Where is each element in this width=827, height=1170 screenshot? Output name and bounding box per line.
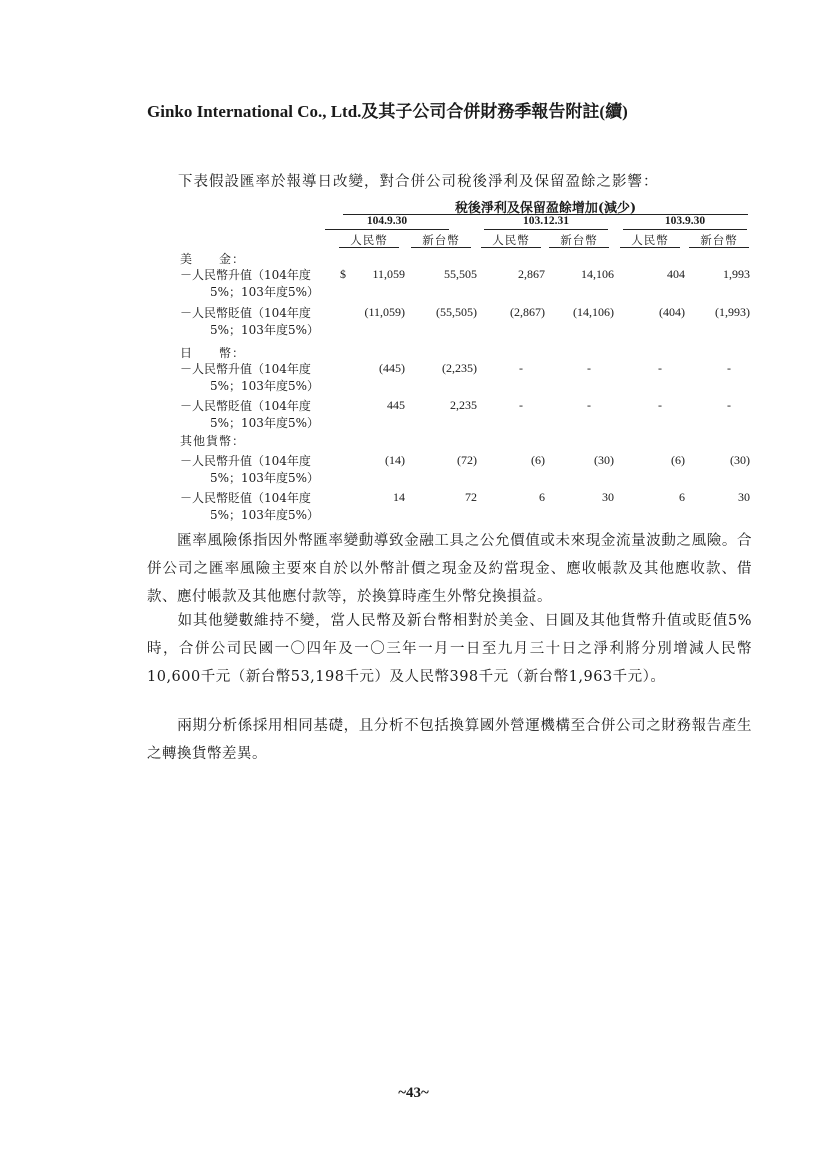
currency-header: 新台幣	[560, 233, 598, 247]
table-cell: 445	[387, 398, 405, 412]
page-header: Ginko International Co., Ltd.及其子公司合併財務季報告附註(續)	[147, 102, 628, 121]
currency-rule	[549, 247, 609, 248]
table-cell: -	[587, 398, 591, 412]
row-label: －人民幣貶值（104年度	[180, 491, 311, 505]
table-cell: 1,993	[723, 267, 750, 281]
table-cell: 11,059	[372, 267, 405, 281]
period-rule	[325, 229, 449, 230]
table-cell: -	[519, 361, 523, 375]
table-cell: (14,106)	[573, 305, 614, 319]
table-cell: 55,505	[444, 267, 477, 281]
dollar-sign: $	[340, 267, 346, 281]
row-label: －人民幣升值（104年度	[180, 454, 311, 468]
period-header: 103.12.31	[523, 215, 569, 227]
table-cell: 14,106	[581, 267, 614, 281]
table-cell: 30	[602, 490, 614, 504]
table-cell: -	[727, 361, 731, 375]
page-number: ~43~	[398, 1085, 429, 1101]
table-cell: (2,867)	[510, 305, 545, 319]
row-label: －人民幣升值（104年度	[180, 268, 311, 282]
table-cell: (6)	[531, 453, 545, 467]
currency-header: 人民幣	[492, 233, 530, 247]
table-cell: (30)	[594, 453, 614, 467]
paragraph-sensitivity: 如其他變數維持不變，當人民幣及新台幣相對於美金、日圓及其他貨幣升值或貶值5%時，合併公司民國一〇四年及一〇三年一月一日至九月三十日之淨利將分別增減人民幣10,600千元（新台幣53,198千元）及人民幣398千元（新台幣1,963千元）。	[147, 613, 752, 685]
table-cell: (6)	[671, 453, 685, 467]
table-cell: (14)	[385, 453, 405, 467]
category-label: 其他貨幣：	[180, 434, 246, 448]
category-label: 日 幣：	[180, 346, 246, 360]
period-header: 103.9.30	[664, 215, 706, 227]
currency-rule	[620, 247, 680, 248]
table-cell: (445)	[379, 361, 405, 375]
row-label: －人民幣貶值（104年度	[180, 306, 311, 320]
row-label-cont: 5%；103年度5%）	[210, 471, 319, 485]
table-cell: (404)	[659, 305, 685, 319]
row-label-cont: 5%；103年度5%）	[210, 508, 319, 522]
table-cell: -	[587, 361, 591, 375]
table-cell: (2,235)	[442, 361, 477, 375]
table-cell: 404	[667, 267, 685, 281]
category-label: 美 金：	[180, 252, 246, 266]
currency-header: 人民幣	[631, 233, 669, 247]
table-cell: -	[658, 398, 662, 412]
table-cell: -	[658, 361, 662, 375]
table-cell: 2,235	[450, 398, 477, 412]
fx-sensitivity-table	[0, 0, 827, 540]
currency-rule	[481, 247, 541, 248]
table-cell: 6	[539, 490, 545, 504]
row-label: －人民幣貶值（104年度	[180, 399, 311, 413]
paragraph-basis: 兩期分析係採用相同基礎，且分析不包括換算國外營運機構至合併公司之財務報告產生之轉換貨幣差異。	[147, 718, 752, 762]
row-label-cont: 5%；103年度5%）	[210, 285, 319, 299]
table-cell: 72	[465, 490, 477, 504]
paragraph-fx-risk: 匯率風險係指因外幣匯率變動導致金融工具之公允價值或未來現金流量波動之風險。合併公司之匯率風險主要來自於以外幣計價之現金及約當現金、應收帳款及其他應收款、借款、應付帳款及其他應付款等，於換算時產生外幣兌換損益。	[147, 533, 752, 605]
table-cell: (55,505)	[436, 305, 477, 319]
currency-header: 新台幣	[700, 233, 738, 247]
table-cell: 30	[738, 490, 750, 504]
table-cell: 2,867	[518, 267, 545, 281]
currency-rule	[339, 247, 399, 248]
table-cell: 14	[393, 490, 405, 504]
table-cell: (30)	[730, 453, 750, 467]
row-label-cont: 5%；103年度5%）	[210, 323, 319, 337]
table-intro: 下表假設匯率於報導日改變，對合併公司稅後淨利及保留盈餘之影響：	[178, 174, 659, 190]
currency-header: 新台幣	[422, 233, 460, 247]
table-cell: (11,059)	[364, 305, 405, 319]
table-cell: -	[727, 398, 731, 412]
period-header: 104.9.30	[366, 215, 408, 227]
table-cell: (1,993)	[715, 305, 750, 319]
period-rule	[484, 229, 608, 230]
table-cell: -	[519, 398, 523, 412]
table-cell: 6	[679, 490, 685, 504]
period-rule	[623, 229, 747, 230]
row-label-cont: 5%；103年度5%）	[210, 416, 319, 430]
currency-header: 人民幣	[350, 233, 388, 247]
currency-rule	[411, 247, 471, 248]
currency-rule	[689, 247, 749, 248]
table-cell: (72)	[457, 453, 477, 467]
row-label-cont: 5%；103年度5%）	[210, 379, 319, 393]
row-label: －人民幣升值（104年度	[180, 362, 311, 376]
table-group-title: 稅後淨利及保留盈餘增加(減少)	[454, 201, 637, 216]
